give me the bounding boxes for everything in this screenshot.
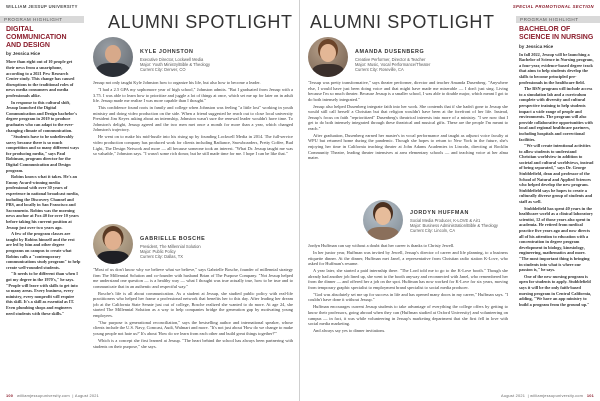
sidebar-paragraph: The BSN program will include access to a simulation lab and a curriculum complete with diversity and cultural perspective training to help students impact a wide range of people and environments. The program will also provide collaborative opportunities with local and regional healthcare partners, including hospitals and correctional facilities. — [519, 86, 593, 142]
article-body-jordyn — [308, 243, 508, 390]
alumni-role — [140, 244, 201, 259]
article-body-gabrielle — [93, 267, 293, 390]
page-number: 101 — [586, 393, 594, 398]
footer-issue: August 2021 — [501, 393, 526, 398]
article-paragraph: "I had a 2.5 GPA my sophomore year of high school," Johnston admits. "But I graduated from Jessup with a 3.75. I was able to learn how to prioritize and juggle a lot of things at once, which set me up for later on in adult life. Jessup made me realize I was more capable than I thought." — [93, 87, 293, 104]
alumni-role — [355, 57, 430, 72]
sidebar-byline: by Jessica Hice — [6, 51, 41, 57]
article-paragraph: "Most of us don't know why we believe what we believe," says Gabrielle Bosche, founder of millennial strategy firm The Millennial Solution and co-founder with husband Brian of The Purpose Company. "Not Jessup helped me understand one question — is a healthy way — what I thought was true actually true, how to be true and to communicate that in an authentic and respectful way." — [93, 267, 293, 289]
role-line: President, The Millennial Solution — [140, 244, 201, 249]
role-line: Current City: Denver, CO — [140, 67, 186, 72]
role-line: Major: Public Policy — [140, 249, 176, 254]
sidebar-title: BACHELOR OF SCIENCE IN NURSING — [519, 26, 594, 41]
alumni-photo-amanda — [308, 37, 348, 77]
program-band-label: PROGRAM HIGHLIGHT — [520, 17, 579, 22]
role-line: Creative Performer, Director & Teacher — [355, 57, 426, 62]
role-line: Major: Music, Vocal Performance/Theater — [355, 62, 431, 67]
article-paragraph: Which is a concept she first learned at Jessup. "The heart behind the school has always been partnering with students on their purpose," she says. — [93, 338, 293, 349]
role-line: Major: Business Administration/Bible & Theology — [410, 223, 498, 228]
running-head: SPECIAL PROMOTIONAL SECTION — [512, 4, 594, 9]
program-band — [0, 16, 84, 23]
article-paragraph: After graduation, Dusenberg earned her master's in vocal performance and taught as adjunct voice faculty at WPU but returned home during the pandemic. Though she hopes to return to New York in the future, she's enjoying her time in California teaching theater at John Adams Academies in Lincoln, directing at Rocklin Community Theatre, leading theater intensives at area elementary schools — and teaching voice at her alma mater. — [308, 132, 508, 161]
footer-issue: August 2021 — [74, 393, 99, 398]
alumni-name: JORDYN HUFFMAN — [410, 210, 470, 216]
article-paragraph: This confidence found roots in family and college when Johnston was feeling "a little lost" working in youth ministry and doing video production on the side. When a friend suggested he reach out to close local university President Jim Keyes asking about an internship, Johnston wasn't sure the renewal leader wouldn't have time. To Johnston's delight, Jessup agreed and the two men met once a month for more than a year, which changed Johnston's trajectory. — [93, 105, 293, 133]
article-paragraph: Jessup not only taught Kyle Johnston how to organize his life, but also how to become a leader. — [93, 80, 261, 85]
article-paragraph: Jessup also helped Dusenberg integrate faith into her work. She contends that if she hadn't gone to Jessup she would still call herself a Christian but that religion wouldn't have been at the forefront of her life. Instead, Jessup's focus on faith "reprioritized" Dusenberg's theatrical interests into more of a ministry. "I see now that I get to do both intensely integrated through these theatrical and musical gifts. These are the people I'm meant to reach." — [308, 103, 508, 131]
article-paragraph: Jordyn Huffman can say without a doubt that her career is thanks to Christy Jewell. — [308, 243, 455, 248]
sidebar-body — [519, 52, 594, 308]
role-line: Current City: Dallas, TX — [140, 254, 183, 259]
alumni-role — [410, 218, 498, 233]
footer-site: williamjessupuniversity.com — [530, 393, 584, 398]
alumni-role — [140, 57, 210, 72]
running-head: WILLIAM JESSUP UNIVERSITY — [6, 4, 78, 9]
sidebar-paragraph: "It needs to be different than when I got my degree in the 1970's," he says. "People will leave with skills to get into so many areas. Every business, every ministry, every nonprofit will require this skill. It's a skill as essential as IT. Even plumbing shops and engineers need students with these skills." — [6, 271, 78, 316]
article-paragraph: And always say yes to dinner invitations. — [313, 328, 386, 334]
footer-site: williamjessupuniversity.com — [16, 393, 70, 398]
sidebar-paragraph: "Students have to be unbelievably savvy because there is so much competition and so many different ways for producing media," says Paul Robinson, program director for the Digital Communication and Design program. — [6, 134, 80, 173]
sidebar-title: DIGITAL COMMUNICATION AND DESIGN — [6, 26, 67, 49]
alumni-photo-jordyn — [363, 200, 403, 240]
article-paragraph: A year later, she started a paid internship there. "The Lord told me to go to the K-Love booth." Though she already had another job lined up, she went to the booth anyway and reconnected with Janel, who remembered her from the dinner — and offered her a job on the spot. Huffman has now worked for K-Love for six years, moving from temporary graphic specialist to employment brand specialist to social media producer. — [308, 268, 508, 290]
article-paragraph: Bosche's life is all about communication. As a student at Jessup, she studied public policy with real-life practitioners who helped her frame a professional network that benefits her to this day. After leading her dream job at the California State Senate just out of college, Bosche realized she wanted to do more. At age 24, she started The Millennial Solution as a way to help companies bridge the generation gap by motivating young employees. — [93, 290, 293, 318]
program-sidebar — [519, 26, 594, 308]
spotlight-title: ALUMNI SPOTLIGHT — [310, 12, 495, 32]
article-paragraph: Huffman encourages current Jessup students to take advantage of everything the college offers by getting to know their professors, going abroad when they can (Huffman studied at Oxford University) and volunteering on campus — in fact, it was while volunteering in Jessup's marketing department that she first fell in love with social media marketing. — [308, 304, 508, 327]
article-paragraph: "God was absolutely set me up for success in life and has opened many doors in my career," Huffman says. "I couldn't have done it without Jessup." — [308, 291, 508, 303]
program-band — [516, 16, 600, 23]
sidebar-paragraph: More than eight out of 10 people get their news from a smartphone, according to a 2021 Pew Research Center study. This change has caused disruptions to the traditional roles of news media consumers and media professionals alike. — [6, 59, 75, 98]
alumni-name: KYLE JOHNSTON — [140, 49, 194, 55]
sidebar-paragraph: In fall 2022, Jessup will be launching a Bachelor of Science in Nursing program, a four-year, evidence-based degree track that aims to help students develop the skills to become principled pre-professionals in the healthcare field. — [519, 51, 594, 85]
sidebar-paragraph: Robins knows what it takes. He's an Emmy Award-winning media professional with over 30 years of experience in national broadcast media, including the Discovery Channel and PBS, and locally in San Francisco and Sacramento. Robins was the morning news anchor at Fox 40 for over 10 years before taking his current position at Jessup just over two years ago. — [6, 174, 79, 230]
program-sidebar — [6, 26, 81, 317]
alumni-name: AMANDA DUSENBERG — [355, 49, 425, 55]
role-line: Social Media Producer, K-LOVE & Air1 — [410, 218, 481, 223]
page-footer: August 2021 | williamjessupuniversity.com 101 — [501, 393, 594, 398]
alumni-photo-kyle — [93, 37, 133, 77]
role-line: Current City: Roseville, CA — [355, 67, 404, 72]
sidebar-paragraph: A few of the program classes are taught by Robins himself and the rest are led by him and other degree programs on campus to create what Robins calls a "contemporary communications study program" to help create well-rounded students. — [6, 231, 81, 270]
article-paragraph: "Jessup was pretty transformative," says theater performer, director and teacher Amanda Dusenberg. "Anywhere else, I would have just been doing voice and that might have made me miserable — I don't just sing. Living because I'm so much theater. Because Jessup is a smaller school, I was able to double major, which meant I got to do both intensely integrated." — [308, 80, 508, 102]
sidebar-paragraph: In response to this cultural shift, Jessup launched the Digital Communication and Design bachelor's degree program in 2019 to produce graduates who can adapt to the ever-changing climate of communication. — [6, 99, 78, 133]
article-body-kyle — [93, 80, 293, 223]
sidebar-byline: by Jessica Hice — [519, 43, 554, 49]
sidebar-paragraph: Stubblefield has spent 40 years in the healthcare world as a clinical laboratory scientist, 12 of those years also spent in academia. He retired from medical practice five years ago and now directs all of his attention to education with a concentration in degree program development in biology, kinesiology, engineering, mathematics and more. "The most important thing is bringing in students into what is where our passion is," he says. — [519, 205, 594, 273]
program-band-label: PROGRAM HIGHLIGHT — [4, 17, 63, 22]
spotlight-title: ALUMNI SPOTLIGHT — [108, 12, 293, 32]
page-number: 100 — [6, 393, 14, 398]
page-footer: 100 williamjessupuniversity.com | August 2021 — [6, 393, 99, 398]
article-paragraph: In her junior year, Huffman was invited by Jewell, Jessup's director of career and life planning, to a business etiquette dinner. At the dinner, Huffman met Janel, a representative from Christian radio station K-Love, who asked for Huffman's resume. — [308, 250, 508, 267]
role-line: Major: Youth Ministry/Bible & Theology — [140, 62, 211, 67]
article-paragraph: He went on to make his mid-hustle into his rising up by founding Lockwell Media in 2014. The full-service video production company has produced work for clients including Radiance, Snowboarders, Pretty Coffee, Bud Light, The Design Network and more — all because someone took an interest. "What Dr. Jessup taught me was so valuable," Johnston says. "I wasn't some rich donor, but he still made time for me. I hope I can be like that." — [93, 134, 293, 157]
role-line: Current City: Lincoln, CA — [410, 228, 456, 233]
role-line: Executive Director, Lockwell Media — [140, 57, 204, 62]
article-body-amanda — [308, 80, 508, 197]
alumni-name: GABRIELLE BOSCHE — [140, 236, 206, 242]
sidebar-paragraph: "We will create intentional activities to allow students to understand Christian worldview in addition to societal and cultural worldviews, instead of being separated," says Dr. George Stubblefield, dean and professor of the School of Natural and Applied Sciences who helped develop the new program. Stubblefield says he hopes to create a culturally diverse group of students and staff as well. — [519, 143, 594, 205]
sidebar-body — [6, 59, 81, 316]
article-paragraph: "Our purpose is generational reconciliation," says the bestselling author and international speaker, whose clients include the U.S. Navy, Comcast, Audi, Walmart and more. "It's not just about 'How do we change to make young people not hate us?' It's about 'How do we learn from each other and build great things together?'" — [93, 319, 293, 337]
alumni-photo-gabrielle — [93, 224, 133, 264]
sidebar-paragraph: One of the new nursing program is open for students to apply. Stubblefield says it will be the only faith-based nursing program in Central California, adding, "We have an app ministry to build a program from the ground up." — [519, 273, 592, 307]
right-page — [300, 0, 600, 401]
